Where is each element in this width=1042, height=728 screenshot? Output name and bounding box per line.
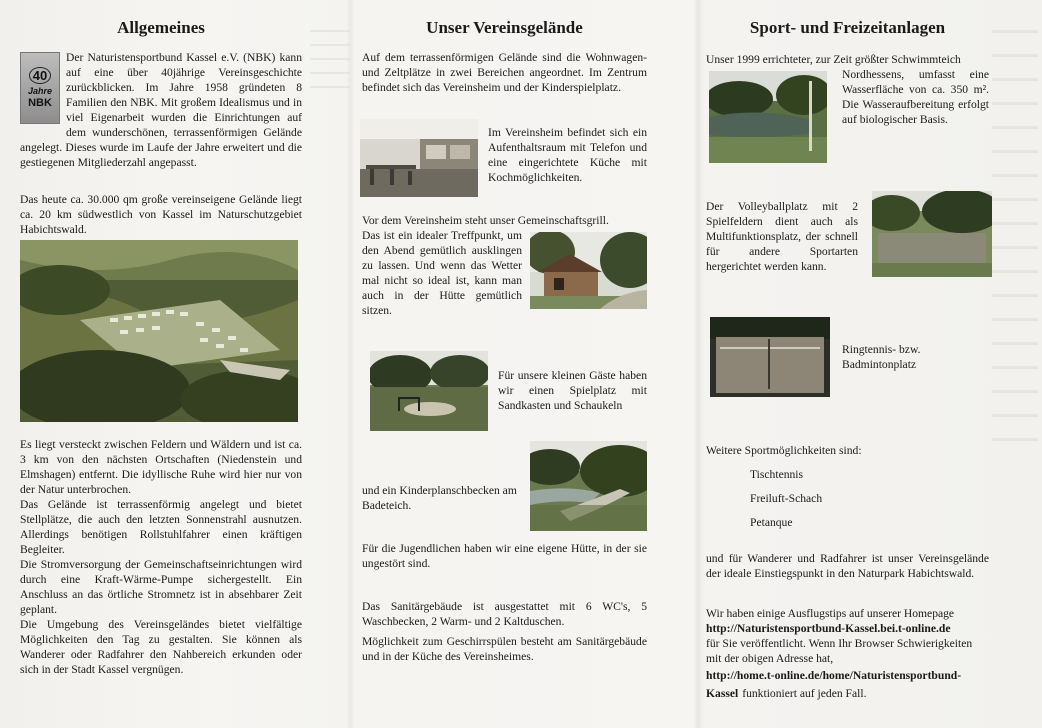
grill-text: Das ist ein idealer Treffpunkt, um den Abend gemütlich ausklingen zu lassen. Und wenn das Wetter mal nicht so ideal ist, kann man auch in der Hütte gemütlich sitzen. — [362, 229, 522, 317]
logo-word: Jahre — [27, 86, 53, 96]
show-through-block-left — [310, 30, 350, 90]
logo-abbr: NBK — [28, 97, 52, 109]
sport-item: Freiluft-Schach — [750, 492, 823, 505]
homepage-url-1[interactable]: http://Naturistensportbund-Kassel.bei.t-online.de — [706, 622, 951, 635]
hiking-text: und für Wanderer und Radfahrer ist unser Vereinsgelände der ideale Einstiegspunkt in den Naturpark Habichtswald. — [706, 552, 989, 580]
grill-hut-photo — [530, 232, 647, 309]
swimming-pond-photo — [709, 71, 827, 163]
dishwashing-text: Möglichkeit zum Geschirrspülen besteht am Sanitärgebäude und in der Küche des Vereinsheimes. — [362, 635, 647, 663]
tips-text: Wir haben einige Ausflugstips auf unserer Homepage — [706, 607, 955, 620]
more-sports-text: Weitere Sportmöglichkeiten sind: — [706, 444, 862, 457]
location-text: Es liegt versteckt zwischen Feldern und Wäldern und ist ca. 3 km von den nächsten Ortschaften (Niedenstein und Elmshagen) entfernt. Die idyllische Ruhe wird hier nur von der Natur unterbrochen. — [20, 438, 302, 496]
youth-hut-text: Für die Jugendlichen haben wir eine eigene Hütte, in der sie ungestört sind. — [362, 542, 647, 570]
pool-lead-text: Unser 1999 errichteter, zur Zeit größter Schwimmteich — [706, 53, 961, 66]
paddling-pool-text: und ein Kinderplanschbecken am Badeteich. — [362, 484, 517, 512]
column1-lower-text — [20, 437, 302, 677]
logo-years: 40 — [29, 67, 51, 84]
column-allgemeines — [20, 0, 302, 728]
ringtennis-text: Ringtennis- bzw. Badmintonplatz — [842, 343, 921, 371]
volleyball-court-photo — [872, 191, 992, 277]
heading-allgemeines: Allgemeines — [117, 18, 205, 37]
intro-text: Der Naturistensportbund Kassel e.V. (NBK) kann auf eine über 40jährige Vereinsgeschichte zurückblicken. Im Jahre 1958 gründeten 8 Familien den NBK. Mit großem Idealismus und in viel Eigenarbeit wurden die Einrichtungen auf dem wunderschönen, terrassenförmigen Gelände angelegt. Dieses wurde im Laufe der Jahre erweitert und die gestiegenen Mitgliederzahl angepasst. — [20, 51, 302, 169]
fallback-text: funktioniert auf jeden Fall. — [742, 687, 867, 700]
nbk-40-jahre-logo — [20, 52, 60, 124]
heading-sport-freizeit: Sport- und Freizeitanlagen — [749, 18, 946, 37]
grounds-intro-text: Auf dem terrassenförmigen Gelände sind die Wohnwagen- und Zeltplätze in zwei Bereichen angeordnet. Im Zentrum befindet sich das Vereinsheim und der Kinderspielplatz. — [362, 51, 647, 94]
aerial-photo — [20, 240, 298, 422]
volleyball-text: Der Volleyballplatz mit 2 Spielfeldern dient auch als Multifunktionsplatz, der schnell für andere Sportarten hergerichtet werden kann. — [706, 200, 858, 273]
ringtennis-court-photo — [710, 317, 830, 397]
sports-list — [750, 463, 822, 535]
playground-photo — [370, 351, 488, 431]
power-text: Die Stromversorgung der Gemeinschaftseinrichtungen wird durch eine Kraft-Wärme-Pumpe sichergestellt. Ein Anschluss an das örtliche Stromnetz ist in absehbarer Zeit geplant. — [20, 558, 302, 616]
sanitary-text: Das Sanitärgebäude ist ausgestattet mit 6 WC's, 5 Waschbecken, 2 Warm- und 2 Kaltduschen. — [362, 600, 647, 628]
sport-item: Tischtennis — [750, 468, 804, 481]
paddling-pool-photo — [530, 441, 647, 531]
area-text: Das heute ca. 30.000 qm große vereinseigene Gelände liegt ca. 20 km südwestlich von Kassel im Naturschutzgebiet Habichtswald. — [20, 193, 302, 236]
column-sport-freizeit — [706, 0, 989, 728]
column-vereinsgelaende — [362, 0, 647, 728]
terrace-text: Das Gelände ist terrassenförmig angelegt und bietet Stellplätze, die auch den letzten Sonnenstrahl ausnutzen. Allerdings benötigen Rollstuhlfahrer einen kräftigen Begleiter. — [20, 498, 302, 556]
heading-vereinsgelaende: Unser Vereinsgelände — [426, 18, 583, 37]
browser-text: für Sie veröffentlicht. Wenn Ihr Browser Schwierigkeiten mit der obigen Adresse hat, — [706, 637, 973, 665]
clubhouse-interior-photo — [360, 119, 478, 197]
homepage-url-2[interactable]: http://home.t-online.de/home/Naturistensportbund-Kassel — [706, 669, 962, 700]
pool-text: Nordhessens, umfasst eine Wasserfläche von ca. 350 m². Die Wasseraufbereitung erfolgt auf biologischer Basis. — [842, 68, 989, 126]
clubhouse-text: Im Vereinsheim befindet sich ein Aufenthaltsraum mit Telefon und eine eingerichtete Küche mit Kochmöglichkeiten. — [488, 126, 647, 184]
surroundings-text: Die Umgebung des Vereinsgeländes bietet vielfältige Möglichkeiten den Tag zu gestalten. Sie können als Wanderer oder Radfahrer den Nahbereich erkunden oder sich in der Stadt Kassel vergnügen. — [20, 618, 302, 676]
grill-lead-text: Vor dem Vereinsheim steht unser Gemeinschaftsgrill. — [362, 214, 609, 227]
playground-text: Für unsere kleinen Gäste haben wir einen Spielplatz mit Sandkasten und Schaukeln — [498, 369, 647, 412]
show-through-block-right — [992, 30, 1038, 450]
sport-item: Petanque — [750, 516, 793, 529]
homepage-block — [706, 606, 989, 702]
